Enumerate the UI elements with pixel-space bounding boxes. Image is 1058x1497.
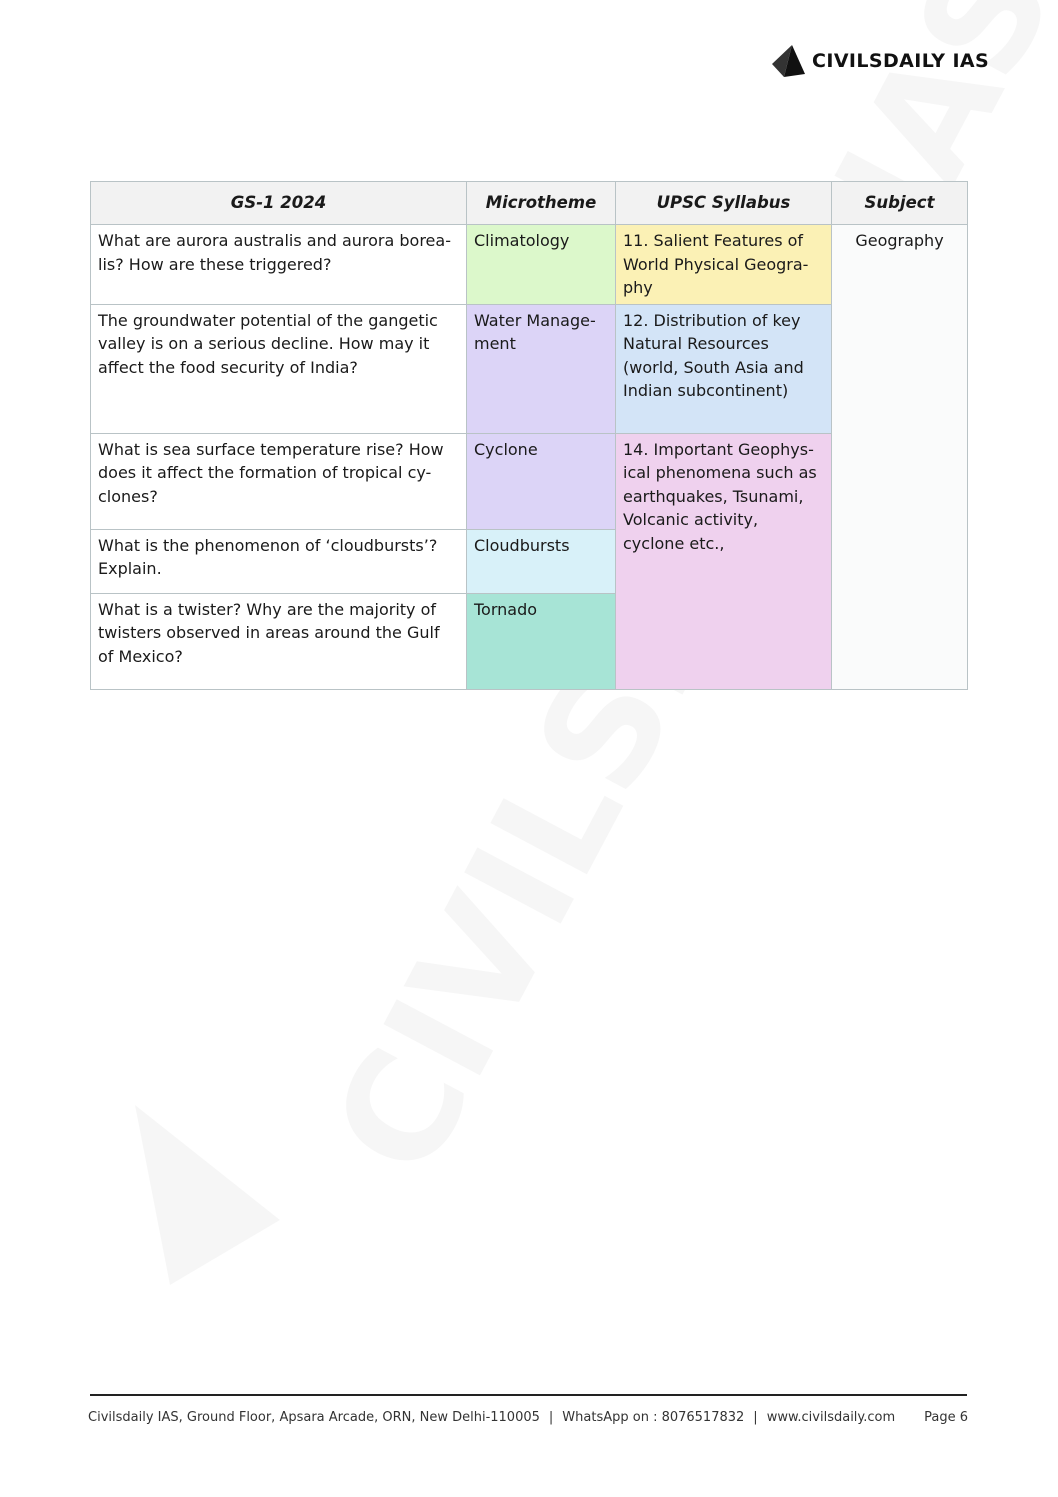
microtheme-cell: Cyclone <box>467 433 616 529</box>
civilsdaily-logo-icon <box>772 44 806 78</box>
question-cell: What are aurora australis and aurora borea-lis? How are these triggered? <box>91 225 467 305</box>
page-footer <box>88 1410 968 1425</box>
microtheme-cell: Cloudbursts <box>467 529 616 593</box>
question-cell: What is a twister? Why are the majority of twisters observed in areas around the Gulf of Mexico? <box>91 593 467 689</box>
page-number: Page 6 <box>924 1410 968 1425</box>
header-subject: Subject <box>832 182 968 225</box>
question-cell: What is sea surface temperature rise? How does it affect the formation of tropical cy-clones? <box>91 433 467 529</box>
brand-name: CIVILSDAILY IAS <box>812 50 990 72</box>
question-cell: The groundwater potential of the gangetic valley is on a serious decline. How may it affect the food security of India? <box>91 304 467 433</box>
microtheme-cell: Water Manage-ment <box>467 304 616 433</box>
table-row <box>91 225 968 305</box>
footer-contact <box>88 1410 895 1425</box>
header-gs1-2024: GS-1 2024 <box>91 182 467 225</box>
syllabus-cell: 14. Important Geophys-ical phenomena such as earthquakes, Tsunami, Volcanic activity, cyclone etc., <box>616 433 832 689</box>
question-cell: What is the phenomenon of ‘cloudbursts’? Explain. <box>91 529 467 593</box>
footer-separator: | <box>548 1410 554 1425</box>
header-upsc-syllabus: UPSC Syllabus <box>616 182 832 225</box>
subject-cell: Geography <box>832 225 968 690</box>
header-microtheme: Microtheme <box>467 182 616 225</box>
footer-divider <box>90 1394 967 1396</box>
brand-logo <box>772 44 989 78</box>
footer-separator: | <box>753 1410 758 1425</box>
microtheme-cell: Tornado <box>467 593 616 689</box>
footer-address: Civilsdaily IAS, Ground Floor, Apsara Arcade, ORN, New Delhi-110005 <box>88 1410 540 1425</box>
table-header-row <box>91 182 968 225</box>
footer-whatsapp: WhatsApp on : 8076517832 <box>562 1410 745 1425</box>
syllabus-cell: 12. Distribution of key Natural Resources (world, South Asia and Indian subcontinent) <box>616 304 832 433</box>
footer-website-link[interactable]: www.civilsdaily.com <box>766 1410 896 1425</box>
microtheme-cell: Climatology <box>467 225 616 305</box>
watermark-logo-icon <box>130 1100 290 1300</box>
syllabus-cell: 11. Salient Features of World Physical Geogra-phy <box>616 225 832 305</box>
syllabus-table <box>90 181 968 690</box>
